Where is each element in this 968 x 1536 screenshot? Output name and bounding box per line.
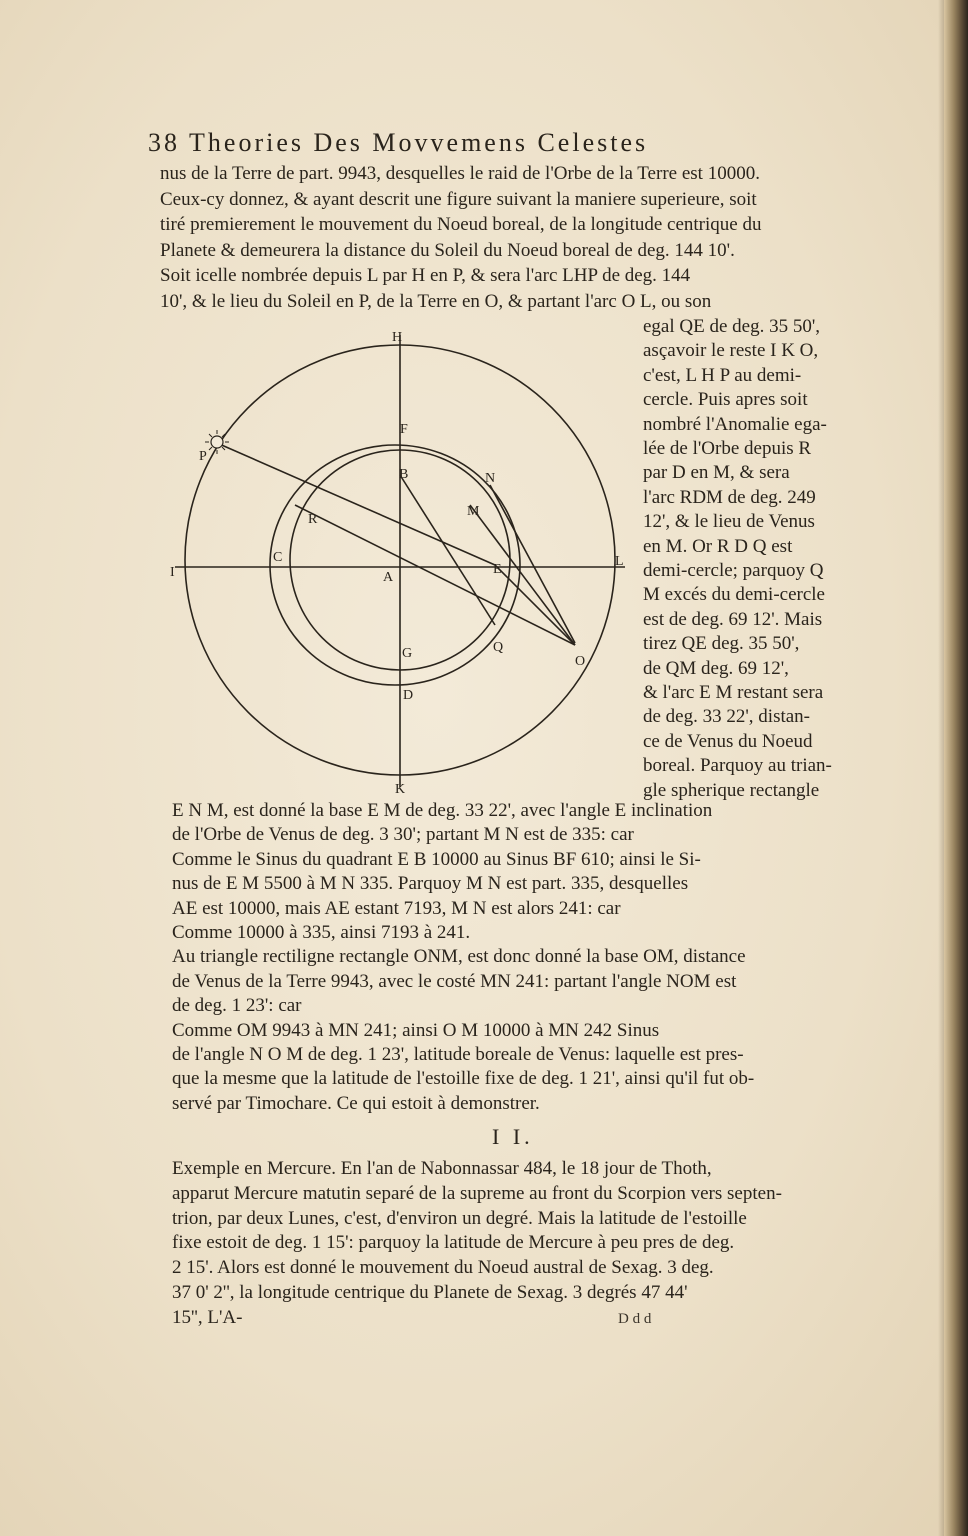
signature-mark: D d d [618,1311,652,1327]
text-line-side: tirez QE deg. 35 50', [643,633,800,655]
label-C: C [273,550,283,565]
astronomical-diagram [165,325,635,795]
section-number: I I. [492,1124,534,1149]
text-line: Comme OM 9943 à MN 241; ainsi O M 10000 à MN 242 Sinus [172,1019,660,1041]
label-I: I [170,565,175,580]
text-line: nus de la Terre de part. 9943, desquelles le raid de l'Orbe de la Terre est 10000. [160,163,760,184]
label-G: G [402,646,413,661]
text-line: nus de E M 5500 à M N 335. Parquoy M N est part. 335, desquelles [172,873,689,895]
text-line-side: egal QE de deg. 35 50', [643,316,821,337]
text-line: apparut Mercure matutin separé de la supreme au front du Scorpion vers septen- [172,1182,782,1204]
text-line: E N M, est donné la base E M de deg. 33 22', avec l'angle E inclination [172,800,713,821]
line-p-e [217,443,495,565]
label-K: K [395,782,406,795]
text-line: AE est 10000, mais AE estant 7193, M N est alors 241: car [172,897,621,919]
line-r-o [295,505,575,645]
text-line: tiré premierement le mouvement du Noeud boreal, de la longitude centrique du [160,214,762,235]
text-line-side: & l'arc E M restant sera [643,682,824,703]
text-line: Au triangle rectiligne rectangle ONM, est donc donné la base OM, distance [172,946,746,968]
text-line-side: lée de l'Orbe depuis R [643,438,812,459]
label-L: L [615,554,624,569]
text-line-side: asçavoir le reste I K O, [643,340,819,362]
text-line: fixe estoit de deg. 1 15': parquoy la latitude de Mercure à peu pres de deg. [172,1232,735,1254]
text-line: de l'angle N O M de deg. 1 23', latitude boreale de Venus: laquelle est pres- [172,1044,744,1065]
text-line-side: boreal. Parquoy au trian- [643,755,832,777]
text-line: Comme le Sinus du quadrant E B 10000 au Sinus BF 610; ainsi le Si- [172,848,701,870]
text-line: Ceux-cy donnez, & ayant descrit une figure suivant la maniere superieure, soit [160,188,757,210]
text-line: trion, par deux Lunes, c'est, d'environ un degré. Mais la latitude de l'estoille [172,1207,747,1229]
text-line-side: par D en M, & sera [643,462,790,484]
line-b-q [400,475,495,625]
text-line-side: en M. Or R D Q est [643,535,793,557]
running-head: 38 Theories Des Movvemens Celestes [148,128,649,157]
text-line-side: nombré l'Anomalie ega- [643,413,827,435]
text-line-side: de QM deg. 69 12', [643,657,789,679]
label-D: D [403,688,414,703]
text-line: que la mesme que la latitude de l'estoille fixe de deg. 1 21', ainsi qu'il fut ob- [172,1068,755,1090]
line-e-o [495,565,575,645]
label-O: O [575,654,586,669]
text-line: 2 15'. Alors est donné le mouvement du Noeud austral de Sexag. 3 deg. [172,1257,714,1279]
label-Q: Q [493,640,504,655]
label-E: E [493,562,502,577]
text-line-side: de deg. 33 22', distan- [643,706,811,728]
line-m-o [470,505,575,645]
text-line-side: ce de Venus du Noeud [643,730,813,752]
text-line: 10', & le lieu du Soleil en P, de la Terre en O, & partant l'arc O L, ou son [160,290,712,312]
label-A: A [383,570,394,585]
label-P: P [199,449,207,464]
text-line: servé par Timochare. Ce qui estoit à demonstrer. [172,1092,540,1114]
text-line: 15'', L'A- [172,1306,243,1328]
text-line: de l'Orbe de Venus de deg. 3 30'; partant M N est de 335: car [172,824,634,846]
text-line: de Venus de la Terre 9943, avec le costé MN 241: partant l'angle NOM est [172,970,737,992]
text-line: Exemple en Mercure. En l'an de Nabonnassar 484, le 18 jour de Thoth, [172,1158,712,1179]
label-H: H [392,330,403,345]
line-n-o [490,485,575,643]
book-binding-edge [944,0,968,1536]
text-line: Soit icelle nombrée depuis L par H en P, & sera l'arc LHP de deg. 144 [160,265,691,286]
text-line: 37 0' 2'', la longitude centrique du Planete de Sexag. 3 degrés 47 44' [172,1282,688,1303]
text-line-side: M excés du demi-cercle [643,584,825,606]
label-B: B [399,467,409,482]
text-line-side: est de deg. 69 12'. Mais [643,608,823,630]
text-line-side: 12', & le lieu de Venus [643,511,815,533]
text-line-side: demi-cercle; parquoy Q [643,560,824,581]
text-line: Comme 10000 à 335, ainsi 7193 à 241. [172,922,471,943]
label-F: F [400,422,408,437]
text-line-side: c'est, L H P au demi- [643,364,802,386]
text-line: Planete & demeurera la distance du Soleil du Noeud boreal de deg. 144 10'. [160,239,735,261]
text-line-side: cercle. Puis apres soit [643,389,808,411]
label-N: N [485,471,496,486]
text-line-side: l'arc RDM de deg. 249 [643,486,816,508]
label-M: M [467,504,480,519]
label-R: R [308,512,318,527]
text-line-side: gle spherique rectangle [643,779,820,801]
text-line: de deg. 1 23': car [172,995,302,1017]
orbit-ellipse [270,445,520,685]
